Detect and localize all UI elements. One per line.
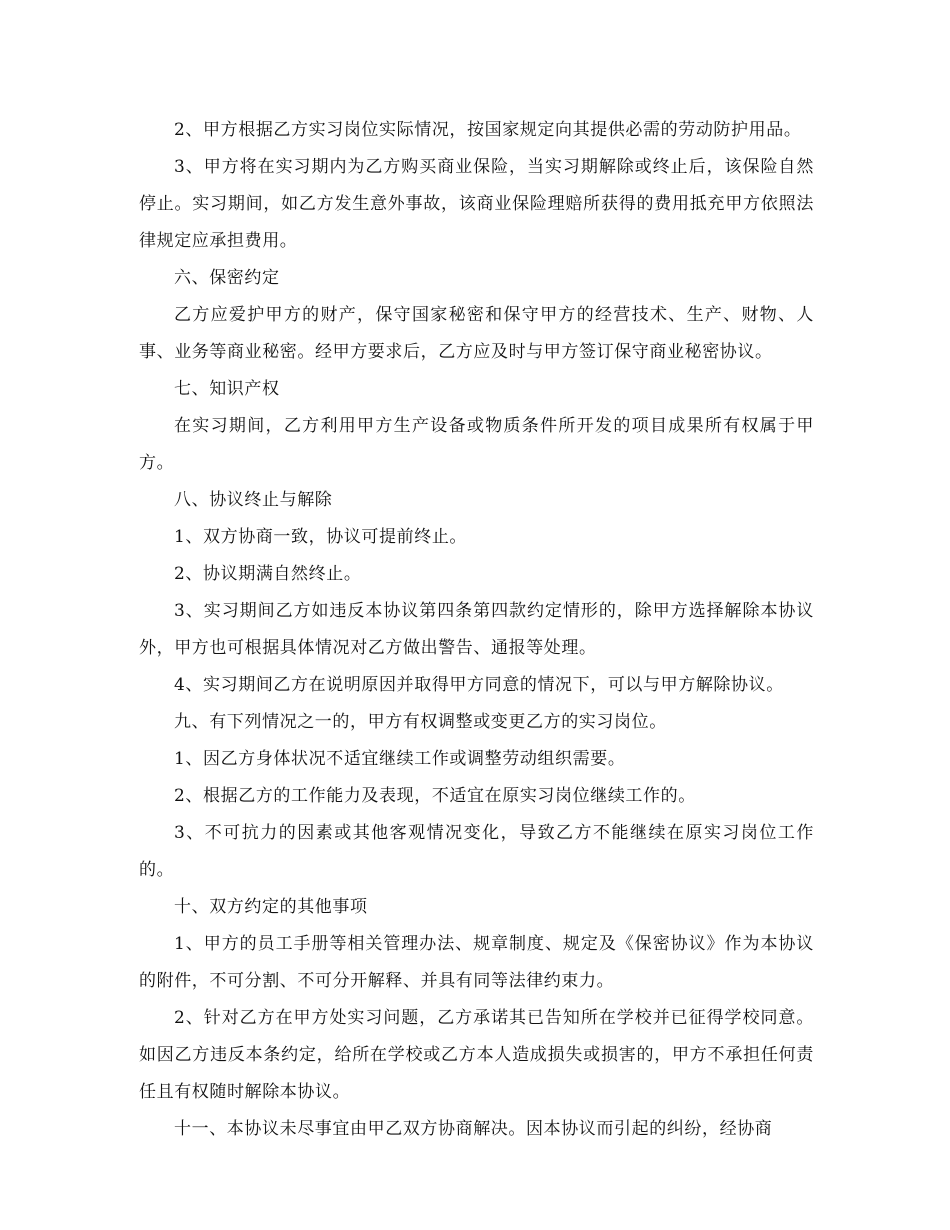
paragraph-termination-1: 1、双方协商一致，协议可提前终止。 — [174, 527, 468, 547]
document-body — [139, 112, 814, 1148]
paragraph-confidentiality: 乙方应爱护甲方的财产，保守国家秘密和保守甲方的经营技术、生产、财物、人事、业务等商业秘密。经甲方要求后，乙方应及时与甲方签订保守商业秘密协议。 — [139, 305, 814, 362]
paragraph-other-matters-2: 2、针对乙方在甲方处实习问题，乙方承诺其已告知所在学校并已征得学校同意。如因乙方违反本条约定，给所在学校或乙方本人造成损失或损害的，甲方不承担任何责任且有权随时解除本协议。 — [139, 1008, 814, 1102]
section-heading-confidentiality: 六、保密约定 — [174, 268, 280, 288]
paragraph-other-matters-1: 1、甲方的员工手册等相关管理办法、规章制度、规定及《保密协议》作为本协议的附件，不可分割、不可分开解释、并具有同等法律约束力。 — [139, 934, 814, 991]
section-heading-other-matters: 十、双方约定的其他事项 — [174, 897, 368, 917]
paragraph-termination-2: 2、协议期满自然终止。 — [174, 564, 362, 584]
section-heading-position-change: 九、有下列情况之一的，甲方有权调整或变更乙方的实习岗位。 — [174, 712, 667, 732]
paragraph-clause-5-3: 3、甲方将在实习期内为乙方购买商业保险，当实习期解除或终止后，该保险自然停止。实习期间，如乙方发生意外事故，该商业保险理赔所获得的费用抵充甲方依照法律规定应承担费用。 — [139, 157, 814, 251]
paragraph-clause-5-2: 2、甲方根据乙方实习岗位实际情况，按国家规定向其提供必需的劳动防护用品。 — [174, 120, 802, 140]
paragraph-position-change-2: 2、根据乙方的工作能力及表现，不适宜在原实习岗位继续工作的。 — [174, 786, 696, 806]
paragraph-position-change-3: 3、不可抗力的因素或其他客观情况变化，导致乙方不能继续在原实习岗位工作的。 — [139, 823, 814, 880]
paragraph-termination-4: 4、实习期间乙方在说明原因并取得甲方同意的情况下，可以与甲方解除协议。 — [174, 675, 784, 695]
paragraph-termination-3: 3、实习期间乙方如违反本协议第四条第四款约定情形的，除甲方选择解除本协议外，甲方也可根据具体情况对乙方做出警告、通报等处理。 — [139, 601, 814, 658]
paragraph-intellectual-property: 在实习期间，乙方利用甲方生产设备或物质条件所开发的项目成果所有权属于甲方。 — [139, 416, 814, 473]
section-heading-termination: 八、协议终止与解除 — [174, 490, 333, 510]
paragraph-clause-11: 十一、本协议未尽事宜由甲乙双方协商解决。因本协议而引起的纠纷，经协商 — [174, 1119, 773, 1139]
paragraph-position-change-1: 1、因乙方身体状况不适宜继续工作或调整劳动组织需要。 — [174, 749, 626, 769]
section-heading-intellectual-property: 七、知识产权 — [174, 379, 280, 399]
